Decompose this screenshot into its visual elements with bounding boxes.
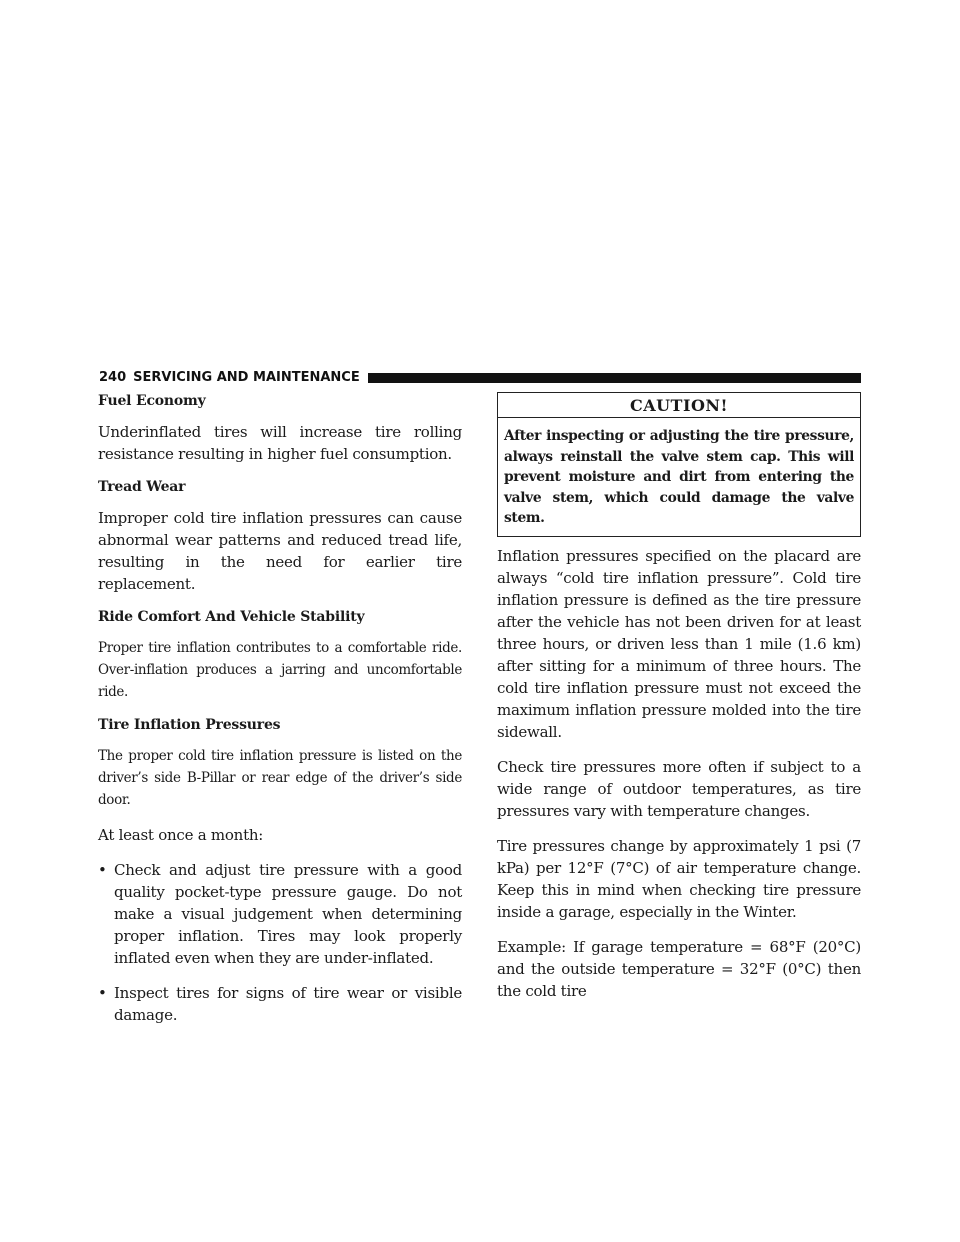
- heading-tread-wear: Tread Wear: [98, 479, 186, 495]
- bullet-icon: •: [98, 984, 107, 1002]
- list-item-text: Check and adjust tire pressure with a good quality pocket-type pressure gauge. Do not make a visual judgement when determining proper inflation. Tires may look properly inflated even when they are under-inflated.: [114, 861, 462, 967]
- page-number: 240: [99, 370, 127, 385]
- right-column: [497, 392, 861, 1015]
- paragraph-example: Example: If garage temperature = 68°F (20°C) and the outside temperature = 32°F (0°C) then the cold tire: [497, 937, 861, 1000]
- list-item: [98, 859, 462, 969]
- monthly-checklist: [98, 859, 462, 1026]
- heading-ride-comfort: Ride Comfort And Vehicle Stability: [98, 609, 365, 625]
- paragraph-inflation-location: The proper cold tire inflation pressure is listed on the driver’s side B-Pillar or rear edge of the driver’s side door.: [98, 748, 462, 808]
- paragraph-ride-comfort: Proper tire inflation contributes to a comfortable ride. Over-inflation produces a jarring and uncomfortable ride.: [98, 640, 462, 700]
- list-item: [98, 982, 462, 1026]
- list-item-text: Inspect tires for signs of tire wear or visible damage.: [114, 984, 462, 1024]
- caution-text: After inspecting or adjusting the tire pressure, always reinstall the valve stem cap. This will prevent moisture and dirt from entering the valve stem, which could damage the valve stem.: [504, 428, 854, 526]
- heading-fuel-economy: Fuel Economy: [98, 393, 206, 409]
- caution-box: [497, 392, 861, 537]
- left-column: [98, 392, 462, 1039]
- heading-tire-inflation-pressures: Tire Inflation Pressures: [98, 717, 281, 733]
- paragraph-tread-wear: Improper cold tire inflation pressures can cause abnormal wear patterns and reduced tread life, resulting in the need for earlier tire replacement.: [98, 509, 462, 593]
- page-header: [99, 370, 861, 386]
- caution-title: CAUTION!: [498, 393, 860, 418]
- header-rule: [368, 373, 861, 383]
- bullet-icon: •: [98, 861, 107, 879]
- paragraph-check-often: Check tire pressures more often if subject to a wide range of outdoor temperatures, as tire pressures vary with temperature changes.: [497, 757, 861, 820]
- section-title: SERVICING AND MAINTENANCE: [133, 370, 360, 385]
- paragraph-cold-inflation: Inflation pressures specified on the placard are always “cold tire inflation pressure”. Cold tire inflation pressure is defined as the tire pressure after the vehicle has not been driven for at least three hours, or driven less than 1 mile (1.6 km) after sitting for a minimum of three hours. The cold tire inflation pressure must not exceed the maximum inflation pressure molded into the tire sidewall.: [497, 546, 861, 741]
- paragraph-pressure-change: Tire pressures change by approximately 1 psi (7 kPa) per 12°F (7°C) of air temperature change. Keep this in mind when checking tire pressure inside a garage, especially in the Winter.: [497, 836, 861, 921]
- paragraph-fuel-economy: Underinflated tires will increase tire rolling resistance resulting in higher fuel consumption.: [98, 423, 462, 463]
- paragraph-monthly-intro: At least once a month:: [98, 826, 264, 844]
